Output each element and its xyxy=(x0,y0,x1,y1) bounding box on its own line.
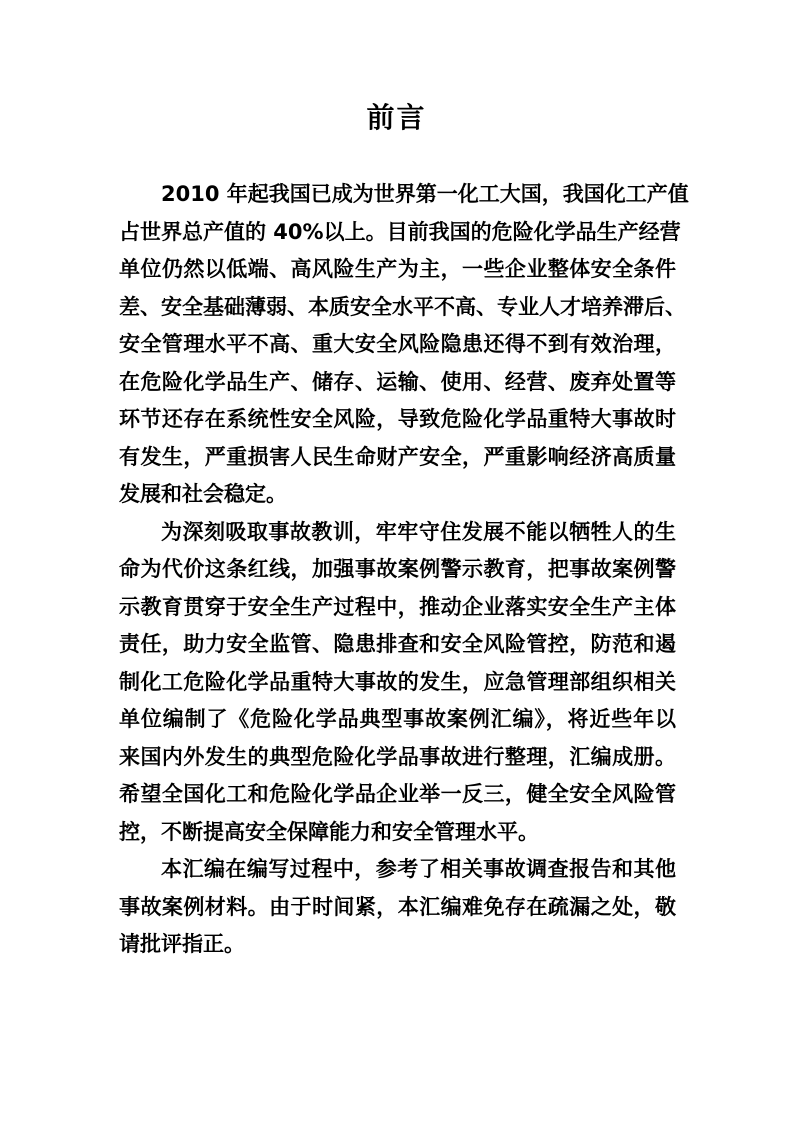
paragraph xyxy=(119,851,676,964)
text-line: 控，不断提高安全保障能力和安全管理水平。 xyxy=(119,819,539,844)
text-line: 本汇编在编写过程中，参考了相关事故调查报告和其他 xyxy=(161,857,676,881)
text-line: 单位仍然以低端、高风险生产为主，一些企业整体安全条件 xyxy=(119,257,676,281)
text-line: 请批评指正。 xyxy=(119,932,245,956)
text-line: 示教育贯穿于安全生产过程中，推动企业落实安全生产主体 xyxy=(119,594,676,619)
page-title: 前言 xyxy=(366,101,427,134)
text-line: 命为代价这条红线，加强事故案例警示教育，把事故案例警 xyxy=(119,557,676,581)
text-line: 事故案例材料。由于时间紧，本汇编难免存在疏漏之处，敬 xyxy=(119,894,676,919)
text-line: 占世界总产值的 40%以上。目前我国的危险化学品生产经营 xyxy=(119,219,681,244)
paragraph xyxy=(119,514,676,852)
text-line: 发展和社会稳定。 xyxy=(119,482,287,506)
text-line: 2010 年起我国已成为世界第一化工大国，我国化工产值 xyxy=(161,182,689,206)
text-line: 责任，助力安全监管、隐患排查和安全风险管控，防范和遏 xyxy=(119,632,676,656)
text-line: 制化工危险化学品重特大事故的发生，应急管理部组织相关 xyxy=(119,669,676,694)
text-line: 单位编制了《危险化学品典型事故案例汇编》，将近些年以 xyxy=(119,707,676,731)
text-line: 来国内外发生的典型危险化学品事故进行整理，汇编成册。 xyxy=(119,744,676,769)
text-line: 差、安全基础薄弱、本质安全水平不高、专业人才培养滞后、 xyxy=(119,294,686,319)
text-line: 为深刻吸取事故教训，牢牢守住发展不能以牺牲人的生 xyxy=(161,519,676,544)
text-line: 有发生，严重损害人民生命财产安全，严重影响经济高质量 xyxy=(119,444,676,469)
text-line: 安全管理水平不高、重大安全风险隐患还得不到有效治理， xyxy=(119,332,676,356)
document-body xyxy=(119,176,689,964)
text-line: 希望全国化工和危险化学品企业举一反三，健全安全风险管 xyxy=(119,782,676,806)
text-line: 环节还存在系统性安全风险，导致危险化学品重特大事故时 xyxy=(119,407,676,431)
text-line: 在危险化学品生产、储存、运输、使用、经营、废弃处置等 xyxy=(119,369,676,394)
paragraph xyxy=(119,176,689,514)
